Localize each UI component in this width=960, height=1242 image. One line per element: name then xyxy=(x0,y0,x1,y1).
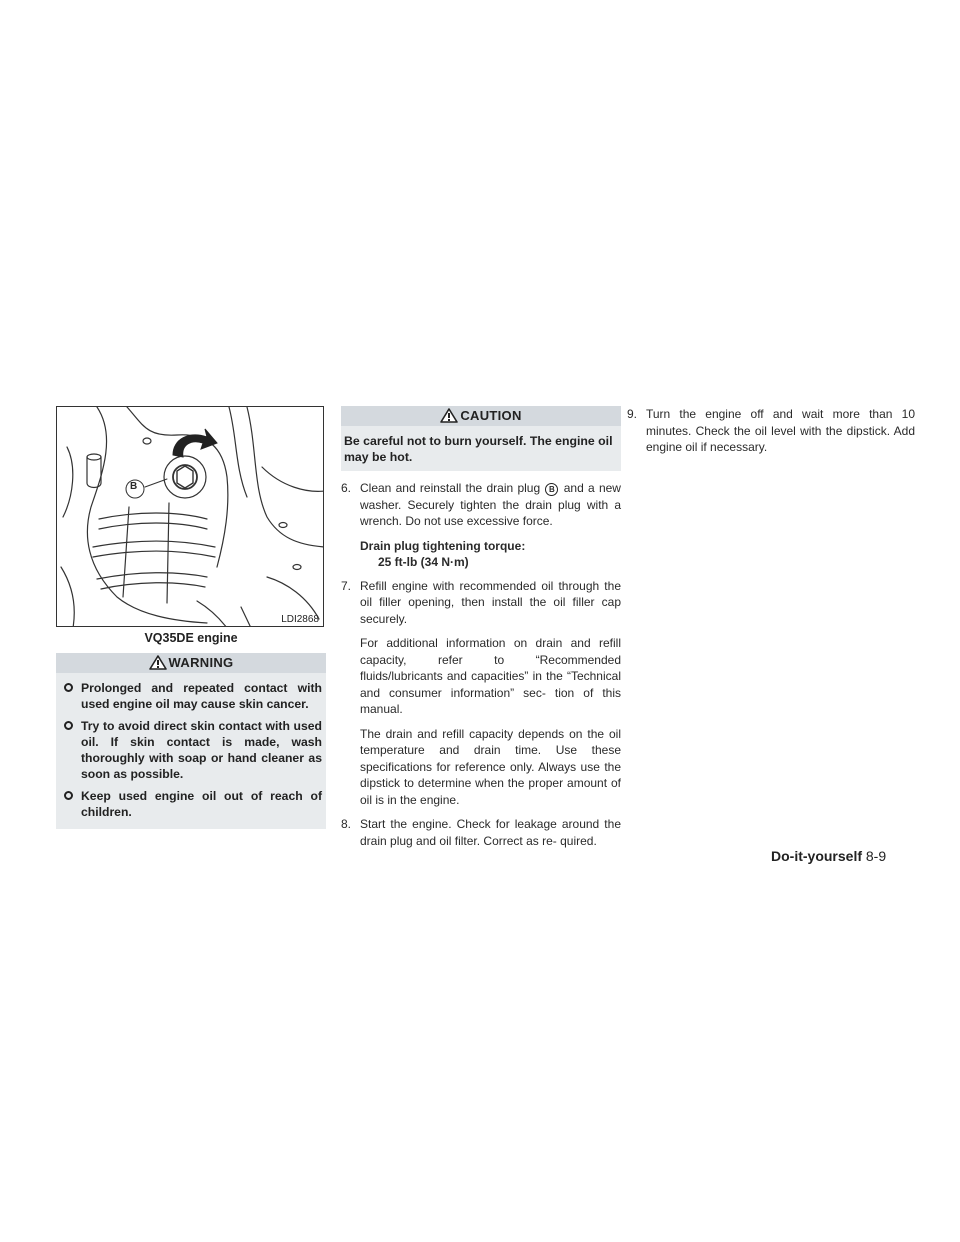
torque-spec xyxy=(341,538,621,570)
caution-header xyxy=(341,406,621,426)
warning-item xyxy=(62,680,322,712)
figure-code: LDI2868 xyxy=(281,614,319,625)
step-text: Start the engine. Check for leakage around the drain plug and oil filter. Correct as re- quired. xyxy=(360,817,621,848)
figure-caption: VQ35DE engine xyxy=(144,631,238,645)
warning-item-text: Prolonged and repeated contact with used engine oil may cause skin cancer. xyxy=(81,681,322,711)
caution-body: Be careful not to burn yourself. The engine oil may be hot. xyxy=(341,426,621,471)
step-9 xyxy=(627,406,915,456)
warning-item xyxy=(62,718,322,782)
left-column xyxy=(56,406,326,829)
page-number: 8-9 xyxy=(865,848,887,864)
step-number: 6. xyxy=(341,481,352,495)
warning-item xyxy=(62,788,322,820)
step-number: 8. xyxy=(341,817,352,831)
middle-column xyxy=(341,406,621,849)
step-7 xyxy=(341,578,621,628)
warning-header xyxy=(56,653,326,673)
step-number: 7. xyxy=(341,578,352,593)
step-text: Clean and reinstall the drain plug xyxy=(360,481,541,495)
warning-body xyxy=(56,673,326,829)
right-column xyxy=(627,406,915,456)
torque-value: 25 ft-lb (34 N·m) xyxy=(378,554,469,569)
warning-title: WARNING xyxy=(168,655,234,670)
step-text: Turn the engine off and wait more than 10 minutes. Check the oil level with the dipstick. Add engine oil if necessary. xyxy=(646,407,915,454)
loosen-arrow-icon xyxy=(173,429,217,457)
step-text: Refill engine with recommended oil through the oil filler opening, then install the oil filler cap securely. xyxy=(360,578,621,626)
caution-title: CAUTION xyxy=(460,408,522,423)
step-7-note-2: The drain and refill capacity depends on the oil temperature and drain time. Use these specifications for reference only. Always use the dipstick to determine when the proper amount of oil is in the engine. xyxy=(360,726,621,807)
warning-box xyxy=(56,653,326,829)
callout-b-label: B xyxy=(130,481,138,492)
section-name: Do-it-yourself xyxy=(771,848,862,864)
steps-list xyxy=(341,480,621,849)
caution-triangle-icon xyxy=(440,408,458,423)
engine-line-drawing xyxy=(57,407,324,627)
warning-item-text: Try to avoid direct skin contact with used oil. If skin contact is made, wash thoroughly with soap or hand cleaner as soon as possible. xyxy=(81,719,322,781)
warning-item-text: Keep used engine oil out of reach of children. xyxy=(81,789,322,819)
step-8 xyxy=(341,816,621,849)
engine-drain-plug-illustration xyxy=(56,406,324,627)
steps-list-continued xyxy=(627,406,915,456)
bullet-icon xyxy=(64,683,73,692)
step-text: and a new washer. Securely tighten the drain plug with a wrench. Do not use excessive force. xyxy=(360,481,621,528)
bullet-icon xyxy=(64,721,73,730)
callout-b-icon: B xyxy=(545,483,558,496)
torque-label: Drain plug tightening torque: xyxy=(360,538,526,553)
step-6 xyxy=(341,480,621,530)
step-7-note-1: For additional information on drain and refill capacity, refer to “Recommended fluids/lubricants and capacities” in the “Technical and consumer information” sec- tion of this manual. xyxy=(360,636,621,716)
step-number: 9. xyxy=(627,407,638,421)
caution-box xyxy=(341,406,621,471)
bullet-icon xyxy=(64,791,73,800)
warning-triangle-icon xyxy=(149,655,167,670)
page-footer xyxy=(771,848,886,864)
